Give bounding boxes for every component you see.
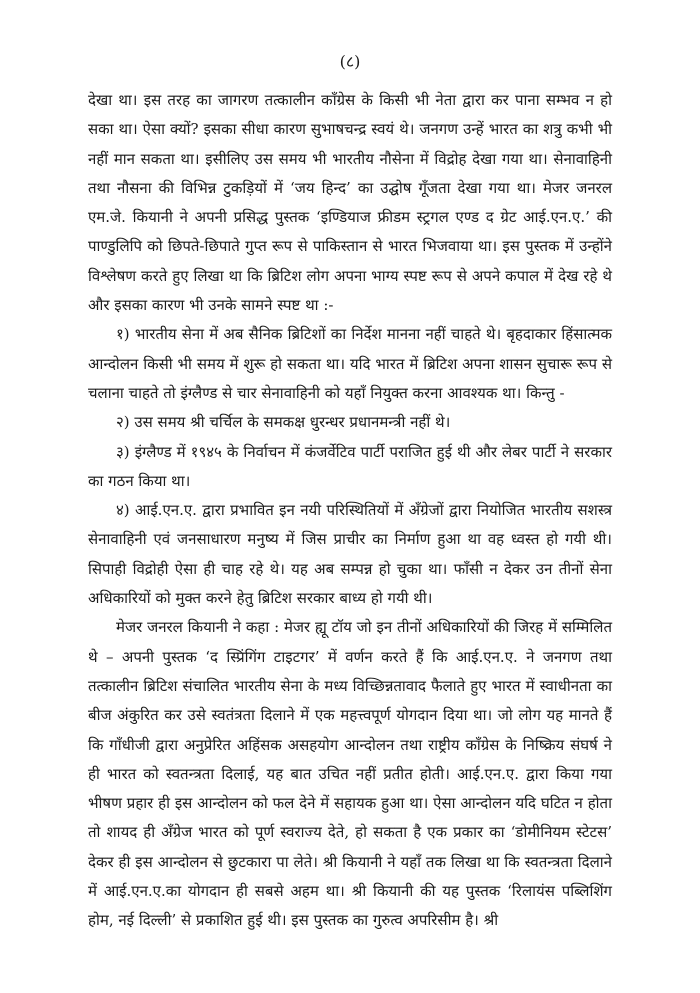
document-page [88,52,612,936]
paragraph-point-4: ४) आई.एन.ए. द्वारा प्रभावित इन नयी परिस्थितियों में अँग्रेजों द्वारा नियोजित भारतीय सशस्त्र सेनावाहिनी एवं जनसाधारण मनुष्य में जिस प्राचीर का निर्माण हुआ था वह ध्वस्त हो गयी थी। सिपाही विद्रोही ऐसा ही चाह रहे थे। यह अब सम्पन्न हो चुका था। फाँसी न देकर उन तीनों सेना अधिकारियों को मुक्त करने हेतु ब्रिटिश सरकार बाध्य हो गयी थी। [88,501,612,608]
paragraph-point-2: २) उस समय श्री चर्चिल के समकक्ष धुरन्धर प्रधानमन्त्री नहीं थे। [116,413,451,432]
paragraph-intro: देखा था। इस तरह का जागरण तत्कालीन काँग्रेस के किसी भी नेता द्वारा कर पाना सम्भव न हो सका था। ऐसा क्यों? इसका सीधा कारण सुभाषचन्द्र स्वयं थे। जनगण उन्हें भारत का शत्रु कभी भी नहीं मान सकता था। इसीलिए उस समय भी भारतीय नौसेना में विद्रोह देखा गया था। सेनावाहिनी तथा नौसना की विभिन्न टुकड़ियों में ‘जय हिन्द’ का उद्घोष गूँजता देखा गया था। मेजर जनरल एम.जे. कियानी ने अपनी प्रसिद्ध पुस्तक ‘इण्डियाज फ्रीडम स्ट्रगल एण्ड द ग्रेट आई.एन.ए.’ की पाण्डुलिपि को छिपते-छिपाते गुप्त रूप से पाकिस्तान से भारत भिजवाया था। इस पुस्तक में उन्होंने विश्लेषण करते हुए लिखा था कि ब्रिटिश लोग अपना भाग्य स्पष्ट रूप से अपने कपाल में देख रहे थे और इसका कारण भी उनके सामने स्पष्ट था :- [88,91,612,315]
page-number: (८) [339,52,361,71]
paragraph-point-1: १) भारतीय सेना में अब सैनिक ब्रिटिशों का निर्देश मानना नहीं चाहते थे। बृहदाकार हिंसात्मक आन्दोलन किसी भी समय में शुरू हो सकता था। यदि भारत में ब्रिटिश अपना शासन सुचारू रूप से चलाना चाहते तो इंग्लैण्ड से चार सेनावाहिनी को यहाँ नियुक्त करना आवश्यक था। किन्तु - [88,325,612,402]
paragraph-point-3: ३) इंग्लैण्ड में १९४५ के निर्वाचन में कंजर्वेटिव पार्टी पराजित हुई थी और लेबर पार्टी ने सरकार का गठन किया था। [88,442,612,490]
paragraph-kiyani: मेजर जनरल कियानी ने कहा : मेजर ह्यू टॉय जो इन तीनों अधिकारियों की जिरह में सम्मिलित थे – अपनी पुस्तक ‘द स्प्रिंगिंग टाइटगर’ में वर्णन करते हैं कि आई.एन.ए. ने जनगण तथा तत्कालीन ब्रिटिश संचालित भारतीय सेना के मध्य विच्छिन्नतावाद फैलाते हुए भारत में स्वाधीनता का बीज अंकुरित कर उसे स्वतंत्रता दिलाने में एक महत्त्वपूर्ण योगदान दिया था। जो लोग यह मानते हैं कि गाँधीजी द्वारा अनुप्रेरित अहिंसक असहयोग आन्दोलन तथा राष्ट्रीय काँग्रेस के निष्क्रिय संघर्ष ने ही भारत को स्वतन्त्रता दिलाई, यह बात उचित नहीं प्रतीत होती। आई.एन.ए. द्वारा किया गया भीषण प्रहार ही इस आन्दोलन को फल देने में सहायक हुआ था। ऐसा आन्दोलन यदि घटित न होता तो शायद ही अँग्रेज भारत को पूर्ण स्वराज्य देते, हो सकता है एक प्रकार का ‘डोमीनियम स्टेटस’ देकर ही इस आन्दोलन से छुटकारा पा लेते। श्री कियानी ने यहाँ तक लिखा था कि स्वतन्त्रता दिलाने में आई.एन.ए.का योगदान ही सबसे अहम था। श्री कियानी की यह पुस्तक ‘रिलायंस पब्लिशिंग होम, नई दिल्ली’ से प्रकाशित हुई थी। इस पुस्तक का गुरुत्व अपरिसीम है। श्री [88,618,612,930]
